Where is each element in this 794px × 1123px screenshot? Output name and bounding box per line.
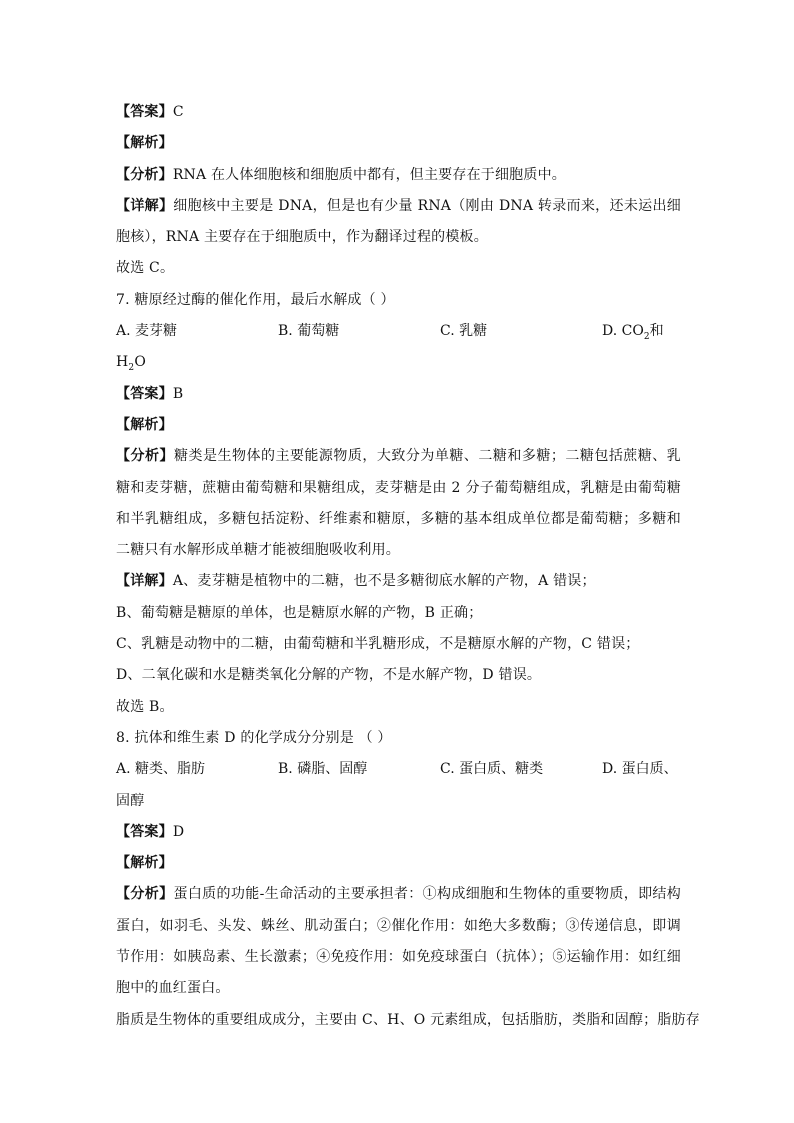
q7-option-a: A. 麦芽糖 xyxy=(116,323,178,340)
q6-conclusion: 故选 C。 xyxy=(116,260,175,277)
q7-xiangjie-c: C、乳糖是动物中的二糖，由葡萄糖和半乳糖形成，不是糖原水解的产物，C 错误； xyxy=(116,636,640,653)
q6-xiangjie xyxy=(116,191,681,254)
q6-analysis-heading xyxy=(116,128,681,159)
fenxi-tag: 【分析】 xyxy=(116,166,173,183)
fenxi-text: RNA 在人体细胞核和细胞质中都有，但主要存在于细胞质中。 xyxy=(172,166,566,183)
q7-options xyxy=(116,316,681,347)
fenxi-tag: 【分析】 xyxy=(116,886,174,903)
q7-xiangjie-a xyxy=(116,566,681,597)
q6-answer-line xyxy=(116,97,681,128)
analysis-heading: 【解析】 xyxy=(116,855,173,872)
xiangjie-tag: 【详解】 xyxy=(116,573,173,590)
document-page xyxy=(116,97,700,1036)
q7-fenxi xyxy=(116,441,681,566)
q8-option-d-continuation: 固醇 xyxy=(116,792,145,809)
q6-fenxi xyxy=(116,160,681,191)
answer-value: B xyxy=(172,385,184,402)
fenxi-tag: 【分析】 xyxy=(116,448,174,465)
q7-xiangjie-b: B、葡萄糖是糖原的单体，也是糖原水解的产物，B 正确； xyxy=(116,604,483,621)
q8-answer-line xyxy=(116,817,681,848)
q7-option-b: B. 葡萄糖 xyxy=(278,323,340,340)
q7-stem: 7. 糖原经过酶的催化作用，最后水解成（ ） xyxy=(116,291,395,308)
xiangjie-tag: 【详解】 xyxy=(116,197,174,214)
q7-option-d-sub: 2 xyxy=(643,331,650,342)
analysis-heading: 【解析】 xyxy=(116,416,173,433)
q7-option-d-cont-prefix: H xyxy=(116,354,129,371)
answer-tag: 【答案】 xyxy=(116,823,173,840)
q8-option-b: B. 磷脂、固醇 xyxy=(278,761,368,778)
q7-option-d-continuation xyxy=(116,347,681,378)
q8-option-d: D. 蛋白质、 xyxy=(602,761,678,778)
fenxi-text: 蛋白质的功能-生命活动的主要承担者：①构成细胞和生物体的重要物质，即结构蛋白，如羽毛、头发、蛛丝、肌动蛋白；②催化作用：如绝大多数酶；③传递信息，即调节作用：如胰岛素、生长激素；④免疫作用：如免疫球蛋白（抗体）；⑤运输作用：如红细胞中的血红蛋白。 xyxy=(116,886,681,997)
q7-option-d xyxy=(602,316,681,347)
q8-lipid-text: 脂质是生物体的重要组成成分，主要由 C、H、O 元素组成，包括脂肪，类脂和固醇；脂肪存 xyxy=(116,1011,700,1028)
q8-analysis-heading xyxy=(116,848,681,879)
q8-option-c: C. 蛋白质、糖类 xyxy=(440,761,544,778)
q7-option-d-cont-sub: 2 xyxy=(128,363,135,374)
q7-conclusion: 故选 B。 xyxy=(116,698,174,715)
answer-value: D xyxy=(172,823,185,840)
xiangjie-text-a: A、麦芽糖是植物中的二糖，也不是多糖彻底水解的产物，A 错误； xyxy=(172,573,596,590)
q8-option-a: A. 糖类、脂肪 xyxy=(116,761,206,778)
xiangjie-text: 细胞核中主要是 DNA，但是也有少量 RNA（刚由 DNA 转录而来，还未运出细胞核），RNA 主要存在于细胞质中，作为翻译过程的模板。 xyxy=(116,197,681,246)
fenxi-text: 糖类是生物体的主要能源物质，大致分为单糖、二糖和多糖；二糖包括蔗糖、乳糖和麦芽糖，蔗糖由葡萄糖和果糖组成，麦芽糖是由 2 分子葡萄糖组成，乳糖是由葡萄糖和半乳糖组成，多糖包括淀粉、纤维素和糖原，多糖的基本组成单位都是葡萄糖；多糖和二糖只有水解形成单糖才能被细胞吸收利用。 xyxy=(116,448,681,559)
q8-options xyxy=(116,754,681,785)
q7-xiangjie-d: D、二氧化碳和水是糖类氧化分解的产物，不是水解产物，D 错误。 xyxy=(116,667,542,684)
q7-answer-line xyxy=(116,379,681,410)
answer-value: C xyxy=(172,104,184,120)
analysis-heading: 【解析】 xyxy=(116,135,173,152)
answer-tag: 【答案】 xyxy=(116,385,173,402)
q8-fenxi xyxy=(116,879,681,1004)
q7-analysis-heading xyxy=(116,410,681,441)
q7-option-d-prefix: D. CO xyxy=(602,323,644,340)
q7-option-d-cont-suffix: O xyxy=(134,354,147,371)
q7-option-d-suffix: 和 xyxy=(649,323,664,340)
q8-stem: 8. 抗体和维生素 D 的化学成分分别是 （ ） xyxy=(116,729,392,746)
answer-tag: 【答案】 xyxy=(116,104,173,120)
q7-option-c: C. 乳糖 xyxy=(440,323,488,340)
